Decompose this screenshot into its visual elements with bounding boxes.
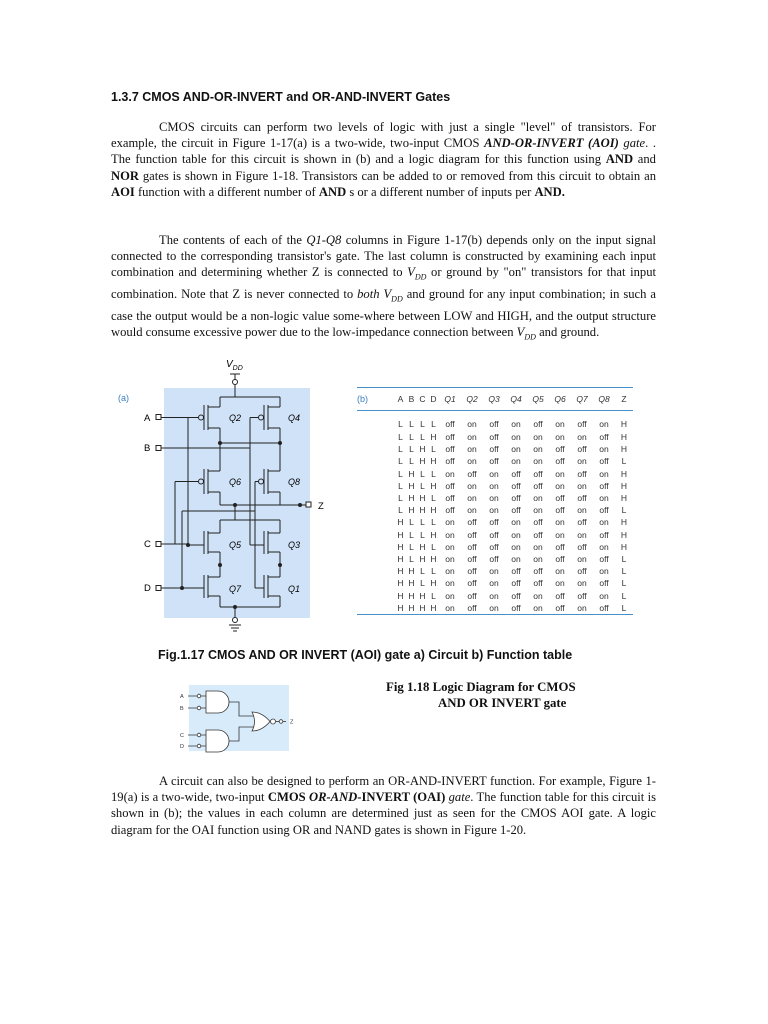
table-cell: L <box>621 553 627 564</box>
table-cell: L <box>420 578 425 589</box>
table-cell: H <box>419 493 426 504</box>
table-cell: off <box>533 419 543 429</box>
table-cell: H <box>408 480 415 491</box>
logic-input-d: D <box>180 744 184 750</box>
transistor-q1-label: Q1 <box>288 584 301 594</box>
table-cell: L <box>621 456 627 467</box>
table-cell: off <box>533 578 543 589</box>
table-row <box>357 443 633 455</box>
table-body <box>357 411 633 615</box>
table-cell: H <box>408 578 415 589</box>
table-cell: L <box>420 432 425 443</box>
row-spacer <box>357 553 395 565</box>
table-cell: L <box>398 432 403 443</box>
table-cell: off <box>511 578 521 589</box>
table-cell: off <box>511 566 521 577</box>
table-cell: on <box>555 566 565 577</box>
table-cell: on <box>599 419 609 429</box>
table-cell: L <box>409 529 414 540</box>
table-row <box>357 455 633 467</box>
figure-1-17-caption: Fig.1.17 CMOS AND OR INVERT (AOI) gate a) Circuit b) Function table <box>158 648 573 662</box>
table-cell: L <box>420 419 425 429</box>
col-header-q1: Q1 <box>439 388 461 411</box>
table-cell: off <box>445 480 455 491</box>
table-cell: off <box>599 529 609 540</box>
transistor-q6-label: Q6 <box>229 477 242 487</box>
table-cell: on <box>489 493 499 504</box>
table-cell: L <box>409 541 414 552</box>
table-cell: on <box>533 553 543 564</box>
table-cell: on <box>555 468 565 479</box>
table-cell: H <box>620 444 628 455</box>
row-spacer <box>357 480 395 492</box>
table-cell: off <box>577 590 587 601</box>
row-spacer <box>357 516 395 528</box>
row-spacer <box>357 565 395 577</box>
row-spacer <box>357 504 395 516</box>
table-row <box>357 492 633 504</box>
col-header-c: C <box>417 388 428 411</box>
paragraph-aoi-intro: CMOS circuits can perform two levels of logic with just a single "level" of transistors. For example, the circuit in Figure 1-17(a) is a two-wide, two-input CMOS AND-OR-INVERT (AOI) gate. . The function table for this circuit is shown in (b) and a logic diagram for this function using AND and NOR gates is shown in Figure 1-18. Transistors can be added to or removed from this circuit to obtain an AOI function with a different number of AND s or a different number of inputs per AND. <box>111 120 656 199</box>
table-cell: H <box>419 505 426 516</box>
table-header-row <box>357 388 633 411</box>
table-cell: on <box>467 444 477 455</box>
col-header-q5: Q5 <box>527 388 549 411</box>
table-cell: on <box>483 602 505 615</box>
table-cell: H <box>430 529 437 540</box>
table-cell: off <box>577 541 587 552</box>
table-cell: L <box>409 553 414 564</box>
table-cell: on <box>599 468 609 479</box>
table-cell: on <box>445 517 455 528</box>
table-cell: on <box>599 566 609 577</box>
table-row <box>357 529 633 541</box>
table-cell: off <box>577 468 587 479</box>
figure-1-18-caption-line1: Fig 1.18 Logic Diagram for CMOS <box>386 680 576 694</box>
row-spacer <box>357 443 395 455</box>
logic-input-c: C <box>180 733 184 739</box>
figure-1-18-caption-line2: AND OR INVERT gate <box>438 696 567 710</box>
table-cell: on <box>533 541 543 552</box>
row-spacer <box>357 529 395 541</box>
table-cell: off <box>599 505 609 516</box>
paragraph-function-table: The contents of each of the Q1-Q8 columns in Figure 1-17(b) depends only on the input signal connected to the corresponding transistor's gate. The last column is constructed by examining each input combination and determining whether Z is connected to $V_{DD}$ or ground by "on" transistors for that input combination. Note that Z is never connected to both $V_{DD}$ and ground for any input combination; in such a case the output would be a non-logic value some-where between LOW and HIGH, and the output structure would consume excessive power due to the low-impedance connection between $V_{DD}$ and ground. <box>111 233 656 342</box>
table-cell: on <box>489 468 499 479</box>
table-cell: L <box>420 480 425 491</box>
row-spacer <box>357 492 395 504</box>
table-cell: L <box>420 529 425 540</box>
input-a-label: A <box>144 413 151 424</box>
vdd-label: $V_{DD}$ <box>226 359 243 372</box>
table-label-b: (b) <box>357 388 395 411</box>
function-table <box>357 387 657 615</box>
table-cell: off <box>511 480 521 491</box>
table-cell: on <box>467 419 477 429</box>
aoi-logic-diagram <box>176 685 296 755</box>
table-cell: on <box>527 602 549 615</box>
table-cell: on <box>533 493 543 504</box>
table-cell: H <box>395 602 406 615</box>
paragraph-oai: A circuit can also be designed to perform an OR-AND-INVERT function. For example, Figure 1-19(a) is a two-wide, two-input CMOS OR-AND-INVERT (OAI) gate. The function table for this circuit is shown in (b); the values in each column are determined just as seen for the CMOS AOI gate. A logic diagram for the OAI function using OR and NAND gates is shown in Figure 1-20. <box>111 774 656 837</box>
row-spacer <box>357 602 395 615</box>
table-cell: H <box>430 456 437 467</box>
table-cell: on <box>533 456 543 467</box>
table-cell: off <box>533 468 543 479</box>
table-cell: on <box>599 541 609 552</box>
table-cell: off <box>467 590 477 601</box>
table-cell: on <box>511 529 521 540</box>
input-c-label: C <box>144 539 151 550</box>
table-cell: on <box>577 553 587 564</box>
table-cell: L <box>431 444 436 455</box>
table-cell: on <box>489 505 499 516</box>
table-cell: H <box>620 529 628 540</box>
table-cell: H <box>620 493 628 504</box>
table-cell: H <box>620 419 628 429</box>
table-cell: L <box>398 456 403 467</box>
table-cell: on <box>445 541 455 552</box>
aoi-circuit-diagram <box>0 355 350 640</box>
table-cell: off <box>599 578 609 589</box>
col-header-q4: Q4 <box>505 388 527 411</box>
table-cell: on <box>599 444 609 455</box>
table-cell: off <box>445 493 455 504</box>
col-header-q3: Q3 <box>483 388 505 411</box>
table-cell: off <box>467 529 477 540</box>
table-cell: on <box>445 529 455 540</box>
table-cell: L <box>398 419 403 429</box>
table-cell: H <box>397 529 404 540</box>
table-cell: H <box>620 468 628 479</box>
table-cell: off <box>467 553 477 564</box>
table-cell: H <box>419 590 426 601</box>
table-cell: off <box>445 419 455 429</box>
table-cell: on <box>533 444 543 455</box>
logic-output-z: Z <box>290 719 294 726</box>
col-header-a: A <box>395 388 406 411</box>
table-cell: off <box>555 541 565 552</box>
table-cell: on <box>489 578 499 589</box>
table-cell: off <box>533 529 543 540</box>
logic-input-b: B <box>180 706 184 712</box>
table-cell: on <box>445 553 455 564</box>
table-cell: off <box>555 553 565 564</box>
table-cell: on <box>467 493 477 504</box>
input-b-label: B <box>144 443 151 454</box>
table-cell: off <box>467 578 477 589</box>
table-cell: off <box>599 480 609 491</box>
table-cell: off <box>599 553 609 564</box>
table-cell: on <box>533 590 543 601</box>
table-cell: on <box>555 517 565 528</box>
table-cell: H <box>397 541 404 552</box>
row-spacer <box>357 455 395 467</box>
table-cell: off <box>445 456 455 467</box>
table-cell: on <box>445 566 455 577</box>
table-cell: on <box>445 468 455 479</box>
table-cell: L <box>409 419 414 429</box>
table-cell: L <box>409 444 414 455</box>
table-cell: H <box>430 432 437 443</box>
table-cell: off <box>599 456 609 467</box>
table-cell: H <box>397 553 404 564</box>
row-spacer <box>357 577 395 589</box>
table-cell: H <box>430 505 437 516</box>
table-cell: on <box>533 432 543 443</box>
table-cell: H <box>419 456 426 467</box>
table-cell: off <box>577 444 587 455</box>
table-cell: on <box>511 432 521 443</box>
table-cell: L <box>420 566 425 577</box>
table-cell: on <box>511 517 521 528</box>
table-cell: off <box>445 444 455 455</box>
table-cell: off <box>577 493 587 504</box>
col-header-q2: Q2 <box>461 388 483 411</box>
table-cell: H <box>419 444 426 455</box>
table-cell: off <box>533 566 543 577</box>
table-cell: H <box>408 468 415 479</box>
table-cell: off <box>577 517 587 528</box>
table-cell: off <box>467 566 477 577</box>
table-cell: off <box>533 480 543 491</box>
table-cell: on <box>467 456 477 467</box>
table-cell: on <box>467 480 477 491</box>
table-cell: off <box>445 505 455 516</box>
table-cell: H <box>428 602 439 615</box>
table-cell: H <box>417 602 428 615</box>
table-cell: off <box>555 456 565 467</box>
table-cell: L <box>398 505 403 516</box>
col-header-d: D <box>428 388 439 411</box>
table-cell: off <box>549 602 571 615</box>
transistor-q8-label: Q8 <box>288 477 301 487</box>
transistor-q4-label: Q4 <box>288 413 301 423</box>
table-cell: H <box>620 517 628 528</box>
table-cell: off <box>555 493 565 504</box>
table-cell: off <box>511 493 521 504</box>
table-cell: off <box>505 602 527 615</box>
table-cell: L <box>398 493 403 504</box>
table-cell: off <box>489 553 499 564</box>
col-header-q8: Q8 <box>593 388 615 411</box>
table-cell: on <box>599 590 609 601</box>
table-cell: on <box>489 480 499 491</box>
table-cell: on <box>599 517 609 528</box>
logic-input-a: A <box>180 694 184 700</box>
table-cell: off <box>511 505 521 516</box>
table-cell: off <box>555 590 565 601</box>
table-row <box>357 589 633 601</box>
table-row <box>357 468 633 480</box>
col-header-q6: Q6 <box>549 388 571 411</box>
table-row <box>357 480 633 492</box>
output-z-label: Z <box>318 501 324 512</box>
table-cell: on <box>555 578 565 589</box>
table-cell: L <box>431 517 436 528</box>
table-cell: on <box>555 480 565 491</box>
table-row <box>357 411 633 432</box>
table-cell: off <box>489 444 499 455</box>
section-heading: 1.3.7 CMOS AND-OR-INVERT and OR-AND-INVERT Gates <box>111 90 451 104</box>
table-cell: H <box>397 566 404 577</box>
table-cell: L <box>409 432 414 443</box>
table-cell: H <box>397 517 404 528</box>
table-cell: off <box>467 541 477 552</box>
table-row <box>357 431 633 443</box>
table-cell: on <box>511 456 521 467</box>
table-cell: L <box>621 505 627 516</box>
table-cell: on <box>467 505 477 516</box>
table-cell: L <box>431 566 436 577</box>
table-cell: H <box>408 590 415 601</box>
table-row <box>357 577 633 589</box>
table-cell: on <box>577 578 587 589</box>
table-cell: H <box>397 578 404 589</box>
table-cell: H <box>397 590 404 601</box>
table-cell: H <box>408 566 415 577</box>
table-cell: on <box>577 432 587 443</box>
table-cell: on <box>571 602 593 615</box>
table-cell: H <box>620 432 628 443</box>
circuit-label-a: (a) <box>118 393 129 403</box>
table-cell: off <box>555 444 565 455</box>
table-cell: H <box>406 602 417 615</box>
table-cell: L <box>398 480 403 491</box>
table-cell: on <box>511 553 521 564</box>
table-cell: on <box>511 444 521 455</box>
table-cell: on <box>511 419 521 429</box>
table-cell: off <box>577 419 587 429</box>
row-spacer <box>357 541 395 553</box>
table-cell: L <box>420 517 425 528</box>
table-cell: H <box>419 553 426 564</box>
table-cell: L <box>420 468 425 479</box>
row-spacer <box>357 431 395 443</box>
table-row <box>357 602 633 615</box>
table-cell: L <box>431 493 436 504</box>
table-cell: off <box>593 602 615 615</box>
table-cell: off <box>467 468 477 479</box>
col-header-q7: Q7 <box>571 388 593 411</box>
table-cell: L <box>409 517 414 528</box>
table-cell: H <box>419 541 426 552</box>
table-cell: off <box>511 468 521 479</box>
table-cell: off <box>489 456 499 467</box>
table-cell: on <box>489 566 499 577</box>
col-header-z: Z <box>615 388 633 411</box>
table-cell: L <box>431 419 436 429</box>
table-cell: on <box>599 493 609 504</box>
table-cell: off <box>445 432 455 443</box>
table-cell: L <box>398 444 403 455</box>
transistor-q3-label: Q3 <box>288 540 301 550</box>
table-row <box>357 553 633 565</box>
transistor-q2-label: Q2 <box>229 413 242 423</box>
table-cell: off <box>511 590 521 601</box>
col-header-b: B <box>406 388 417 411</box>
table-cell: H <box>620 480 628 491</box>
table-cell: on <box>555 529 565 540</box>
table-cell: L <box>615 602 633 615</box>
table-cell: on <box>555 419 565 429</box>
table-cell: on <box>577 456 587 467</box>
table-cell: on <box>577 505 587 516</box>
table-cell: off <box>489 517 499 528</box>
table-cell: on <box>489 590 499 601</box>
table-row <box>357 565 633 577</box>
table-cell: off <box>533 517 543 528</box>
table-cell: on <box>577 480 587 491</box>
table-cell: L <box>621 590 627 601</box>
row-spacer <box>357 589 395 601</box>
table-cell: off <box>461 602 483 615</box>
table-cell: on <box>533 505 543 516</box>
row-spacer <box>357 411 395 432</box>
table-cell: L <box>431 590 436 601</box>
table-cell: L <box>621 566 627 577</box>
transistor-q7-label: Q7 <box>229 584 242 594</box>
table-cell: off <box>489 432 499 443</box>
table-cell: on <box>511 541 521 552</box>
table-cell: L <box>621 578 627 589</box>
figure-1-18-caption <box>386 679 576 711</box>
table-cell: off <box>467 517 477 528</box>
table-cell: on <box>555 432 565 443</box>
row-spacer <box>357 468 395 480</box>
table-cell: L <box>431 468 436 479</box>
table-cell: on <box>467 432 477 443</box>
table-cell: off <box>577 566 587 577</box>
table-row <box>357 516 633 528</box>
table-row <box>357 541 633 553</box>
table-cell: L <box>398 468 403 479</box>
table-cell: H <box>408 493 415 504</box>
table-cell: H <box>430 553 437 564</box>
table-row <box>357 504 633 516</box>
table-cell: on <box>577 529 587 540</box>
table-cell: on <box>445 590 455 601</box>
input-d-label: D <box>144 583 151 594</box>
table-cell: off <box>555 505 565 516</box>
table-cell: on <box>439 602 461 615</box>
table-cell: H <box>430 480 437 491</box>
table-cell: H <box>430 578 437 589</box>
table-cell: off <box>489 529 499 540</box>
table-cell: on <box>445 578 455 589</box>
table-cell: off <box>599 432 609 443</box>
table-cell: L <box>409 456 414 467</box>
table-cell: off <box>489 541 499 552</box>
table-cell: H <box>620 541 628 552</box>
table-cell: H <box>408 505 415 516</box>
transistor-q5-label: Q5 <box>229 540 242 550</box>
table-cell: off <box>489 419 499 429</box>
table-cell: L <box>431 541 436 552</box>
